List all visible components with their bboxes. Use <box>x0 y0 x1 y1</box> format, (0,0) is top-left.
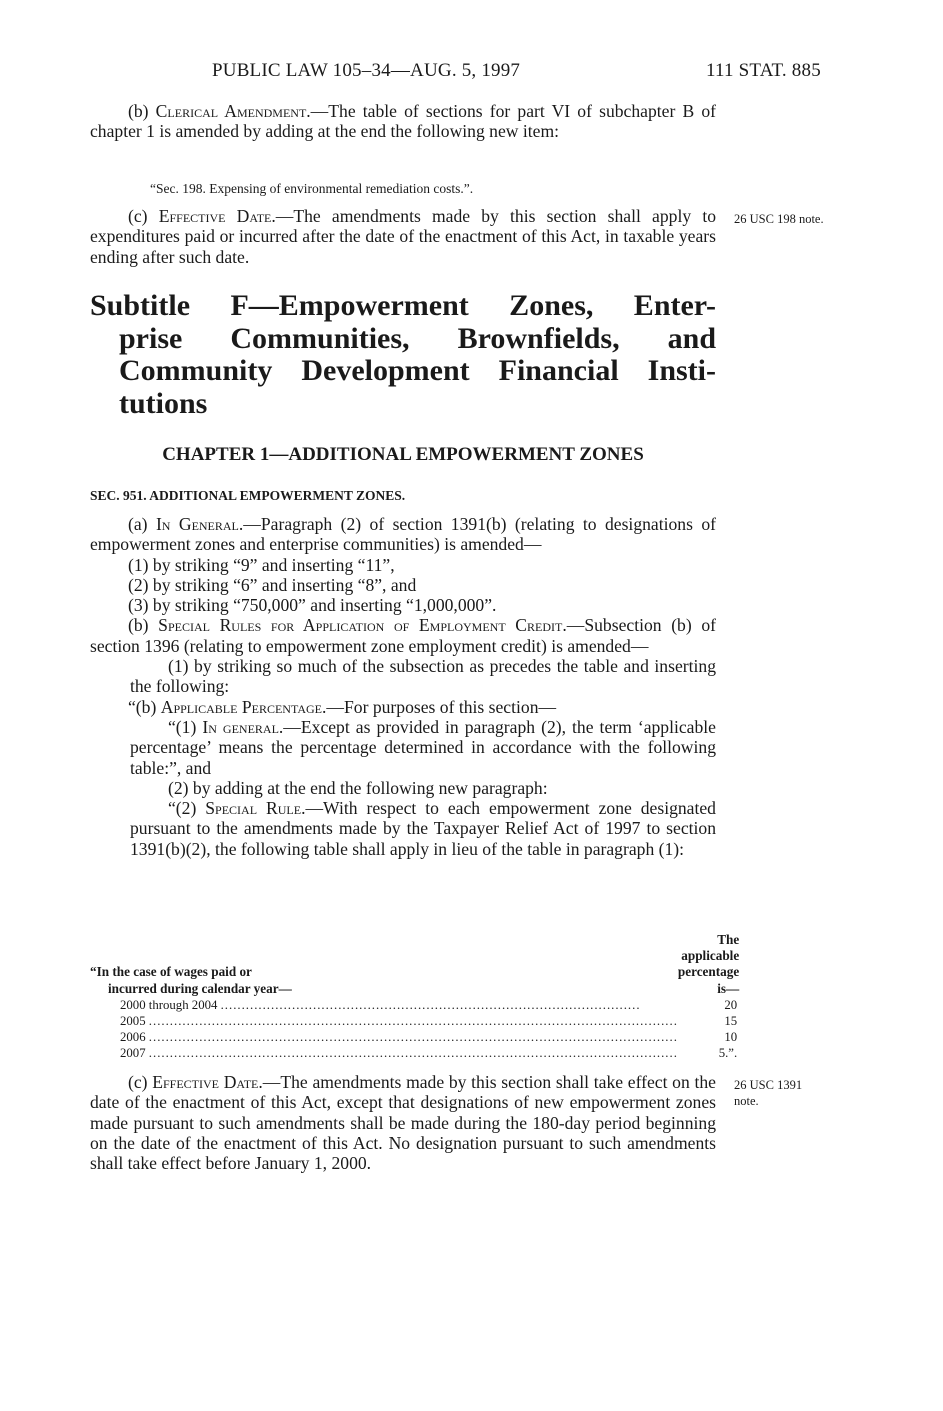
list-item: (1) by striking so much of the subsection as precedes the table and inserting the following: <box>130 656 716 697</box>
paragraph-b: (b) Special Rules for Application of Employment Credit.—Subsection (b) of section 1396 (relating to empowerment zone employment credit) is amended— <box>90 615 716 656</box>
paragraph-a: (a) In General.—Paragraph (2) of section 1391(b) (relating to designations of empowerment zones and enterprise communities) is amended— <box>90 514 716 555</box>
paragraph-text: (c) Effective Date.—The amendments made by this section shall apply to expenditures paid or incurred after the date of the enactment of this Act, in taxable years ending after such date. <box>90 206 717 267</box>
table-row: 2000 through 2004 .................................................................................................... 20 <box>120 997 738 1012</box>
table-cell-year: 2006 <box>120 1030 146 1045</box>
list-item: (2) by adding at the end the following new paragraph: <box>168 777 548 798</box>
table-header-row <box>90 948 739 964</box>
paragraph-heading: In general <box>202 716 279 737</box>
paragraph-heading: Applicable Percentage <box>160 696 322 717</box>
subtitle-line: prise Communities, Brownfields, and <box>119 321 716 355</box>
paragraph-c-effective-date <box>90 206 716 267</box>
list-item: (1) by striking “9” and inserting “11”, <box>128 554 395 575</box>
statute-page-number: 111 STAT. 885 <box>706 60 821 81</box>
paragraph-heading: Effective Date <box>152 1072 259 1092</box>
chapter-heading: CHAPTER 1—ADDITIONAL EMPOWERMENT ZONES <box>162 444 644 465</box>
quoted-paragraph: “(b) Applicable Percentage.—For purposes of this section— <box>128 696 557 717</box>
quoted-section-item: “Sec. 198. Expensing of environmental remediation costs.”. <box>150 181 474 196</box>
column-header: incurred during calendar year— <box>108 980 292 996</box>
subtitle-heading <box>90 290 716 420</box>
table-row: 2005 .............................................................................................................................. 15 <box>120 1014 738 1029</box>
table-cell-percentage: 15 <box>724 1014 738 1029</box>
section-951-body <box>90 514 716 859</box>
paragraph-heading: In General <box>155 514 239 534</box>
table-row: 2007 .............................................................................................................................. 5.”. <box>120 1046 738 1061</box>
quoted-subparagraph: “(2) Special Rule.—With respect to each empowerment zone designated pursuant to the amendments made by the Taxpayer Relief Act of 1997 to section 1391(b)(2), the following table shall apply in lieu of the table in paragraph (1): <box>130 798 716 859</box>
column-header: is— <box>717 980 740 996</box>
table-header-row <box>90 964 739 980</box>
paragraph-heading: Clerical Amendment <box>155 101 307 121</box>
list-item: (3) by striking “750,000” and inserting “1,000,000”. <box>128 595 497 616</box>
table-cell-year: 2005 <box>120 1014 146 1029</box>
margin-note: 26 USC 198 note. <box>734 212 824 226</box>
table-cell-year: 2007 <box>120 1046 146 1061</box>
applicable-percentage-table <box>90 932 739 1062</box>
paragraph-heading: Special Rule <box>205 798 302 819</box>
subtitle-line: tutions <box>119 386 208 420</box>
paragraph-b-clerical <box>90 101 716 142</box>
public-law-citation: PUBLIC LAW 105–34—AUG. 5, 1997 <box>212 60 521 81</box>
table-header-row <box>90 932 739 948</box>
column-header: The <box>717 932 740 947</box>
section-heading: SEC. 951. ADDITIONAL EMPOWERMENT ZONES. <box>90 488 406 503</box>
paragraph-text: (b) Clerical Amendment.—The table of sections for part VI of subchapter B of chapter 1 is amended by adding at the end the following new item: <box>90 101 716 142</box>
paragraph-heading: Special Rules for Application of Employment Credit <box>158 615 563 636</box>
column-header: applicable <box>681 948 740 964</box>
quoted-subparagraph: “(1) In general.—Except as provided in paragraph (2), the term ‘applicable percentage’ means the percentage determined in accordance with the following table:”, and <box>130 716 716 778</box>
table-row: 2006 .............................................................................................................................. 10 <box>120 1030 738 1045</box>
table-cell-percentage: 5.”. <box>718 1046 738 1061</box>
subtitle-line: Subtitle F—Empowerment Zones, Enter- <box>90 289 716 322</box>
paragraph-text: (c) Effective Date.—The amendments made by this section shall take effect on the date of the enactment of this Act, except that designations of new empowerment zones made pursuant to such amendments shall be made during the 180-day period beginning on the date of the enactment of this Act. No designation pursuant to such amendments shall take effect before January 1, 2000. <box>90 1072 716 1174</box>
paragraph-c-effective-date-2 <box>90 1072 716 1173</box>
table-header-row <box>90 981 739 997</box>
running-header <box>0 60 943 86</box>
table-cell-percentage: 10 <box>724 1030 738 1045</box>
paragraph-heading: Effective Date <box>158 206 272 226</box>
list-item: (2) by striking “6” and inserting “8”, and <box>128 574 417 595</box>
column-header: percentage <box>677 964 740 980</box>
table-cell-year: 2000 through 2004 <box>120 997 218 1012</box>
subtitle-line: Community Development Financial Insti- <box>119 354 716 387</box>
margin-note: 26 USC 1391 note. <box>734 1078 803 1108</box>
table-cell-percentage: 20 <box>724 997 738 1012</box>
column-header: “In the case of wages paid or <box>90 964 252 980</box>
